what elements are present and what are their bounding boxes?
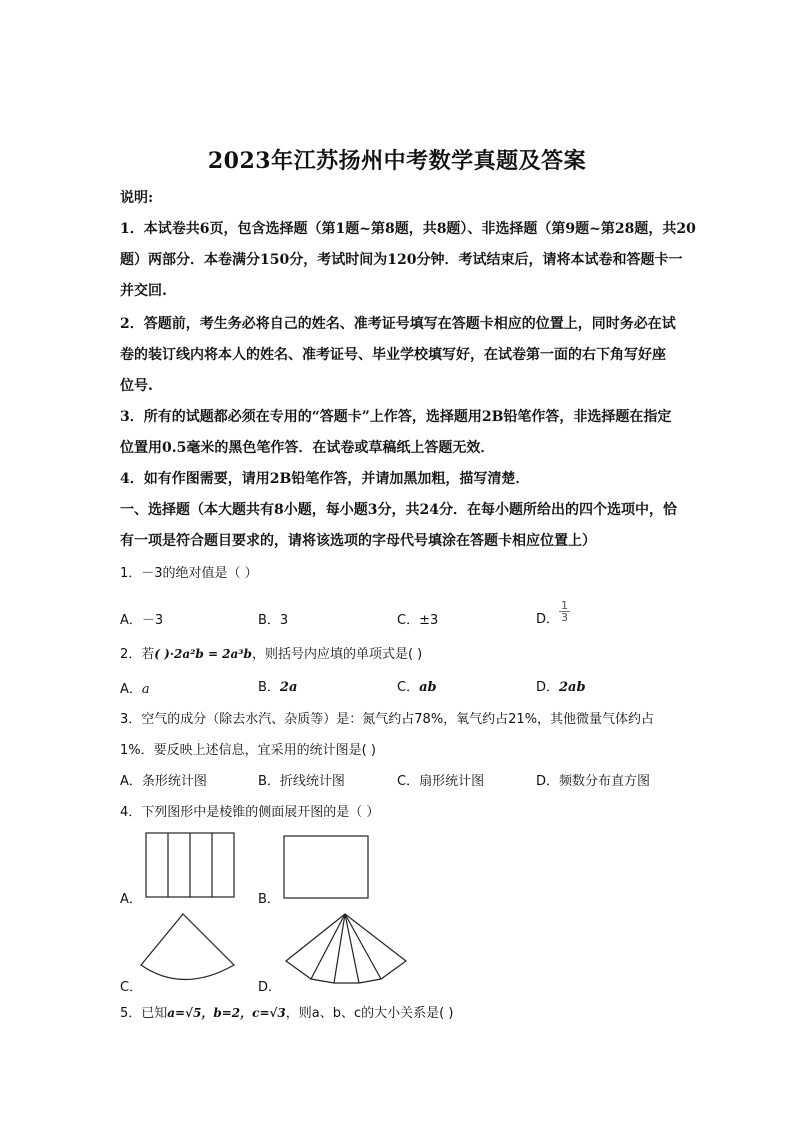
q4-option-d-label: D． (258, 980, 282, 995)
section-heading: 有一项是符合题目要求的，请将该选项的字母代号填涂在答题卡相应位置上） (120, 533, 596, 549)
notes-heading: 说明: (120, 190, 154, 206)
option-label: D． (536, 680, 560, 695)
q3-option-c: C．扇形统计图 (397, 774, 485, 789)
note-line: 1．本试卷共6页，包含选择题（第1题~第8题，共8题）、非选择题（第9题~第28题，共20 (120, 221, 696, 237)
q3-option-b: B．折线统计图 (258, 774, 345, 789)
q4-option-b-label: B． (258, 892, 280, 907)
fraction-denominator: 3 (561, 611, 569, 624)
question-5-stem (120, 1002, 680, 1021)
question-2-stem (120, 643, 680, 662)
q5-suffix: ，则a、b、c的大小关系是( ) (285, 1006, 454, 1021)
q2-option-b (258, 676, 297, 695)
q4-figure-b-rectangle (278, 830, 378, 902)
q2-option-a (120, 678, 150, 697)
note-line: 4．如有作图需要，请用2B铅笔作答，并请加黑加粗，描写清楚． (120, 471, 530, 487)
question-3-stem-line2: 1%．要反映上述信息，宜采用的统计图是( ) (120, 743, 376, 758)
q5-formula: a=√5，b=2，c=√3 (167, 1006, 286, 1020)
note-line: 题）两部分．本卷满分150分，考试时间为120分钟．考试结束后，请将本试卷和答题卡一 (120, 252, 683, 268)
q1-option-d (536, 596, 570, 627)
section-heading: 一、选择题（本大题共有8小题，每小题3分，共24分．在每小题所给出的四个选项中，恰 (120, 502, 677, 518)
one-third-fraction (559, 600, 570, 623)
q4-figure-d-pyramid-net (282, 908, 412, 988)
q2-option-d (536, 676, 586, 695)
option-label: B． (258, 680, 280, 695)
note-line: 2．答题前，考生务必将自己的姓名、准考证号填写在答题卡相应的位置上，同时务必在试 (120, 316, 676, 332)
note-line: 位号. (120, 378, 153, 394)
note-line: 卷的装订线内将本人的姓名、准考证号、毕业学校填写好，在试卷第一面的右下角写好座 (120, 347, 666, 363)
q3-option-a: A．条形统计图 (120, 774, 207, 789)
option-label: C． (397, 680, 420, 695)
q5-prefix: 5．已知 (120, 1006, 168, 1021)
note-line: 并交回. (120, 283, 167, 299)
q4-option-c-label: C． (120, 980, 143, 995)
q2-option-c (397, 676, 437, 695)
option-value: a (141, 682, 150, 697)
q1-option-a: A．－3 (120, 613, 164, 628)
question-4-stem: 4．下列图形中是棱锥的侧面展开图的是（ ） (120, 805, 380, 820)
q2-prefix: 2．若 (120, 647, 155, 662)
q4-figure-c-sector (136, 908, 246, 988)
option-value: ab (419, 680, 437, 695)
q3-option-d: D．频数分布直方图 (536, 774, 651, 789)
option-value: 2ab (559, 680, 586, 695)
option-label: A． (120, 682, 142, 697)
q1-option-c: C．±3 (397, 613, 439, 628)
note-line: 3．所有的试题都必须在专用的“答题卡”上作答，选择题用2B铅笔作答，非选择题在指定 (120, 409, 672, 425)
q4-figure-a-rectangles (140, 830, 240, 902)
q1-option-b: B．3 (258, 613, 289, 628)
q2-formula: ( )·2a²b = 2a³b (154, 647, 252, 661)
fraction-numerator: 1 (561, 599, 569, 612)
q4-option-a-label: A． (120, 892, 142, 907)
note-line: 位置用0.5毫米的黑色笔作答．在试卷或草稿纸上答题无效． (120, 440, 495, 456)
question-3-stem-line1: 3．空气的成分（除去水汽、杂质等）是：氮气约占78%，氧气约占21%，其他微量气体约占 (120, 712, 655, 727)
question-1-stem: 1．－3的绝对值是（ ） (120, 566, 258, 581)
q1-option-d-label: D． (536, 612, 560, 627)
page-title: 2023年江苏扬州中考数学真题及答案 (207, 148, 587, 174)
q2-suffix: ，则括号内应填的单项式是( ) (251, 647, 423, 662)
option-value: 2a (279, 680, 298, 695)
